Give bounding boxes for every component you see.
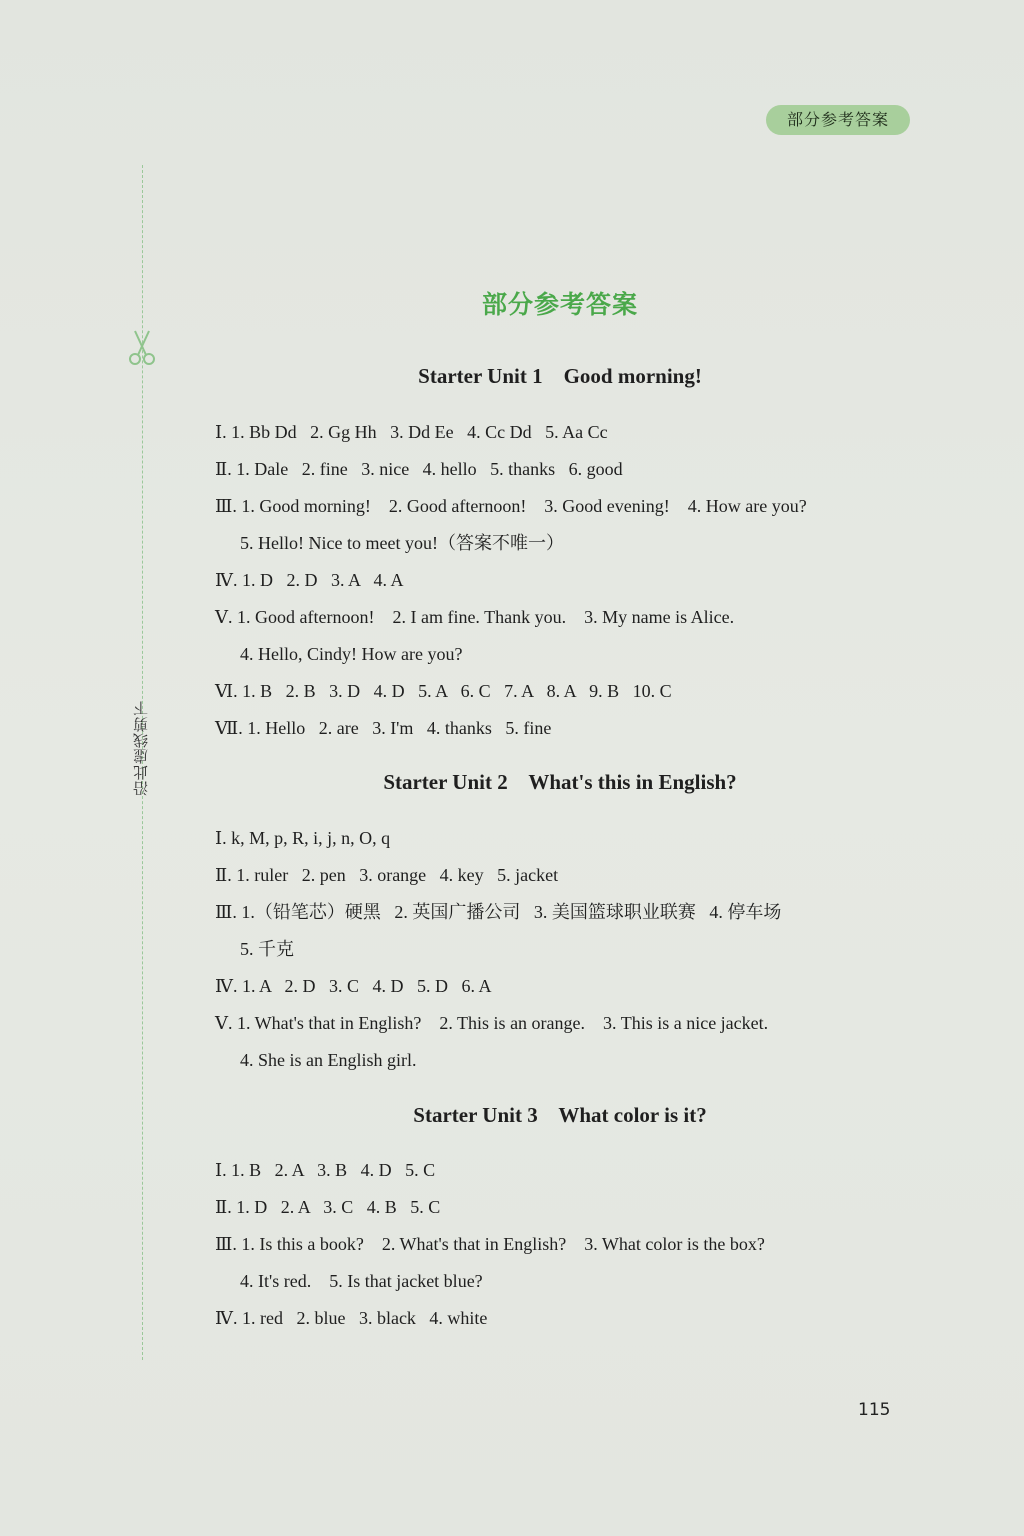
answer-line: Ⅴ. 1. Good afternoon! 2. I am fine. Thank you. 3. My name is Alice. [215,607,735,627]
answer-line: Ⅳ. 1. red 2. blue 3. black 4. white [215,1308,488,1328]
answer-line: 5. Hello! Nice to meet you!（答案不唯一） [240,533,564,553]
answer-line: Ⅲ. 1. Good morning! 2. Good afternoon! 3. Good evening! 4. How are you? [215,496,807,516]
answer-line: Ⅲ. 1. Is this a book? 2. What's that in English? 3. What color is the box? [215,1234,765,1254]
section-badge: 部分参考答案 [766,105,910,135]
answer-line: 4. It's red. 5. Is that jacket blue? [240,1271,483,1291]
scissors-icon [127,328,157,366]
unit-2-title: Starter Unit 2 What's this in English? [383,770,737,794]
answer-line: Ⅰ. k, M, p, R, i, j, n, O, q [215,828,391,848]
answer-line: Ⅳ. 1. D 2. D 3. A 4. A [215,570,404,590]
answer-line: 4. She is an English girl. [240,1050,417,1070]
answer-line: Ⅱ. 1. D 2. A 3. C 4. B 5. C [215,1197,441,1217]
unit-1-title: Starter Unit 1 Good morning! [418,364,702,388]
answer-line: Ⅰ. 1. Bb Dd 2. Gg Hh 3. Dd Ee 4. Cc Dd 5. Aa Cc [215,422,608,442]
answer-line: Ⅱ. 1. ruler 2. pen 3. orange 4. key 5. jacket [215,865,559,885]
page-number: 115 [858,1400,891,1420]
answer-line: Ⅰ. 1. B 2. A 3. B 4. D 5. C [215,1160,436,1180]
answer-line: Ⅲ. 1.（铅笔芯）硬黑 2. 英国广播公司 3. 美国篮球职业联赛 4. 停车场 [215,902,782,922]
answer-line: Ⅶ. 1. Hello 2. are 3. I'm 4. thanks 5. fine [215,718,552,738]
answer-line: Ⅴ. 1. What's that in English? 2. This is an orange. 3. This is a nice jacket. [215,1013,769,1033]
cut-instruction: 沿此虚线剪下 [132,700,150,796]
page-title: 部分参考答案 [481,290,638,319]
answer-line: Ⅵ. 1. B 2. B 3. D 4. D 5. A 6. C 7. A 8. A 9. B 10. C [215,681,672,701]
answer-line: 5. 千克 [240,939,294,959]
answer-line: 4. Hello, Cindy! How are you? [240,644,463,664]
unit-3-title: Starter Unit 3 What color is it? [413,1103,707,1127]
answer-line: Ⅳ. 1. A 2. D 3. C 4. D 5. D 6. A [215,976,492,996]
answer-line: Ⅱ. 1. Dale 2. fine 3. nice 4. hello 5. thanks 6. good [215,459,623,479]
